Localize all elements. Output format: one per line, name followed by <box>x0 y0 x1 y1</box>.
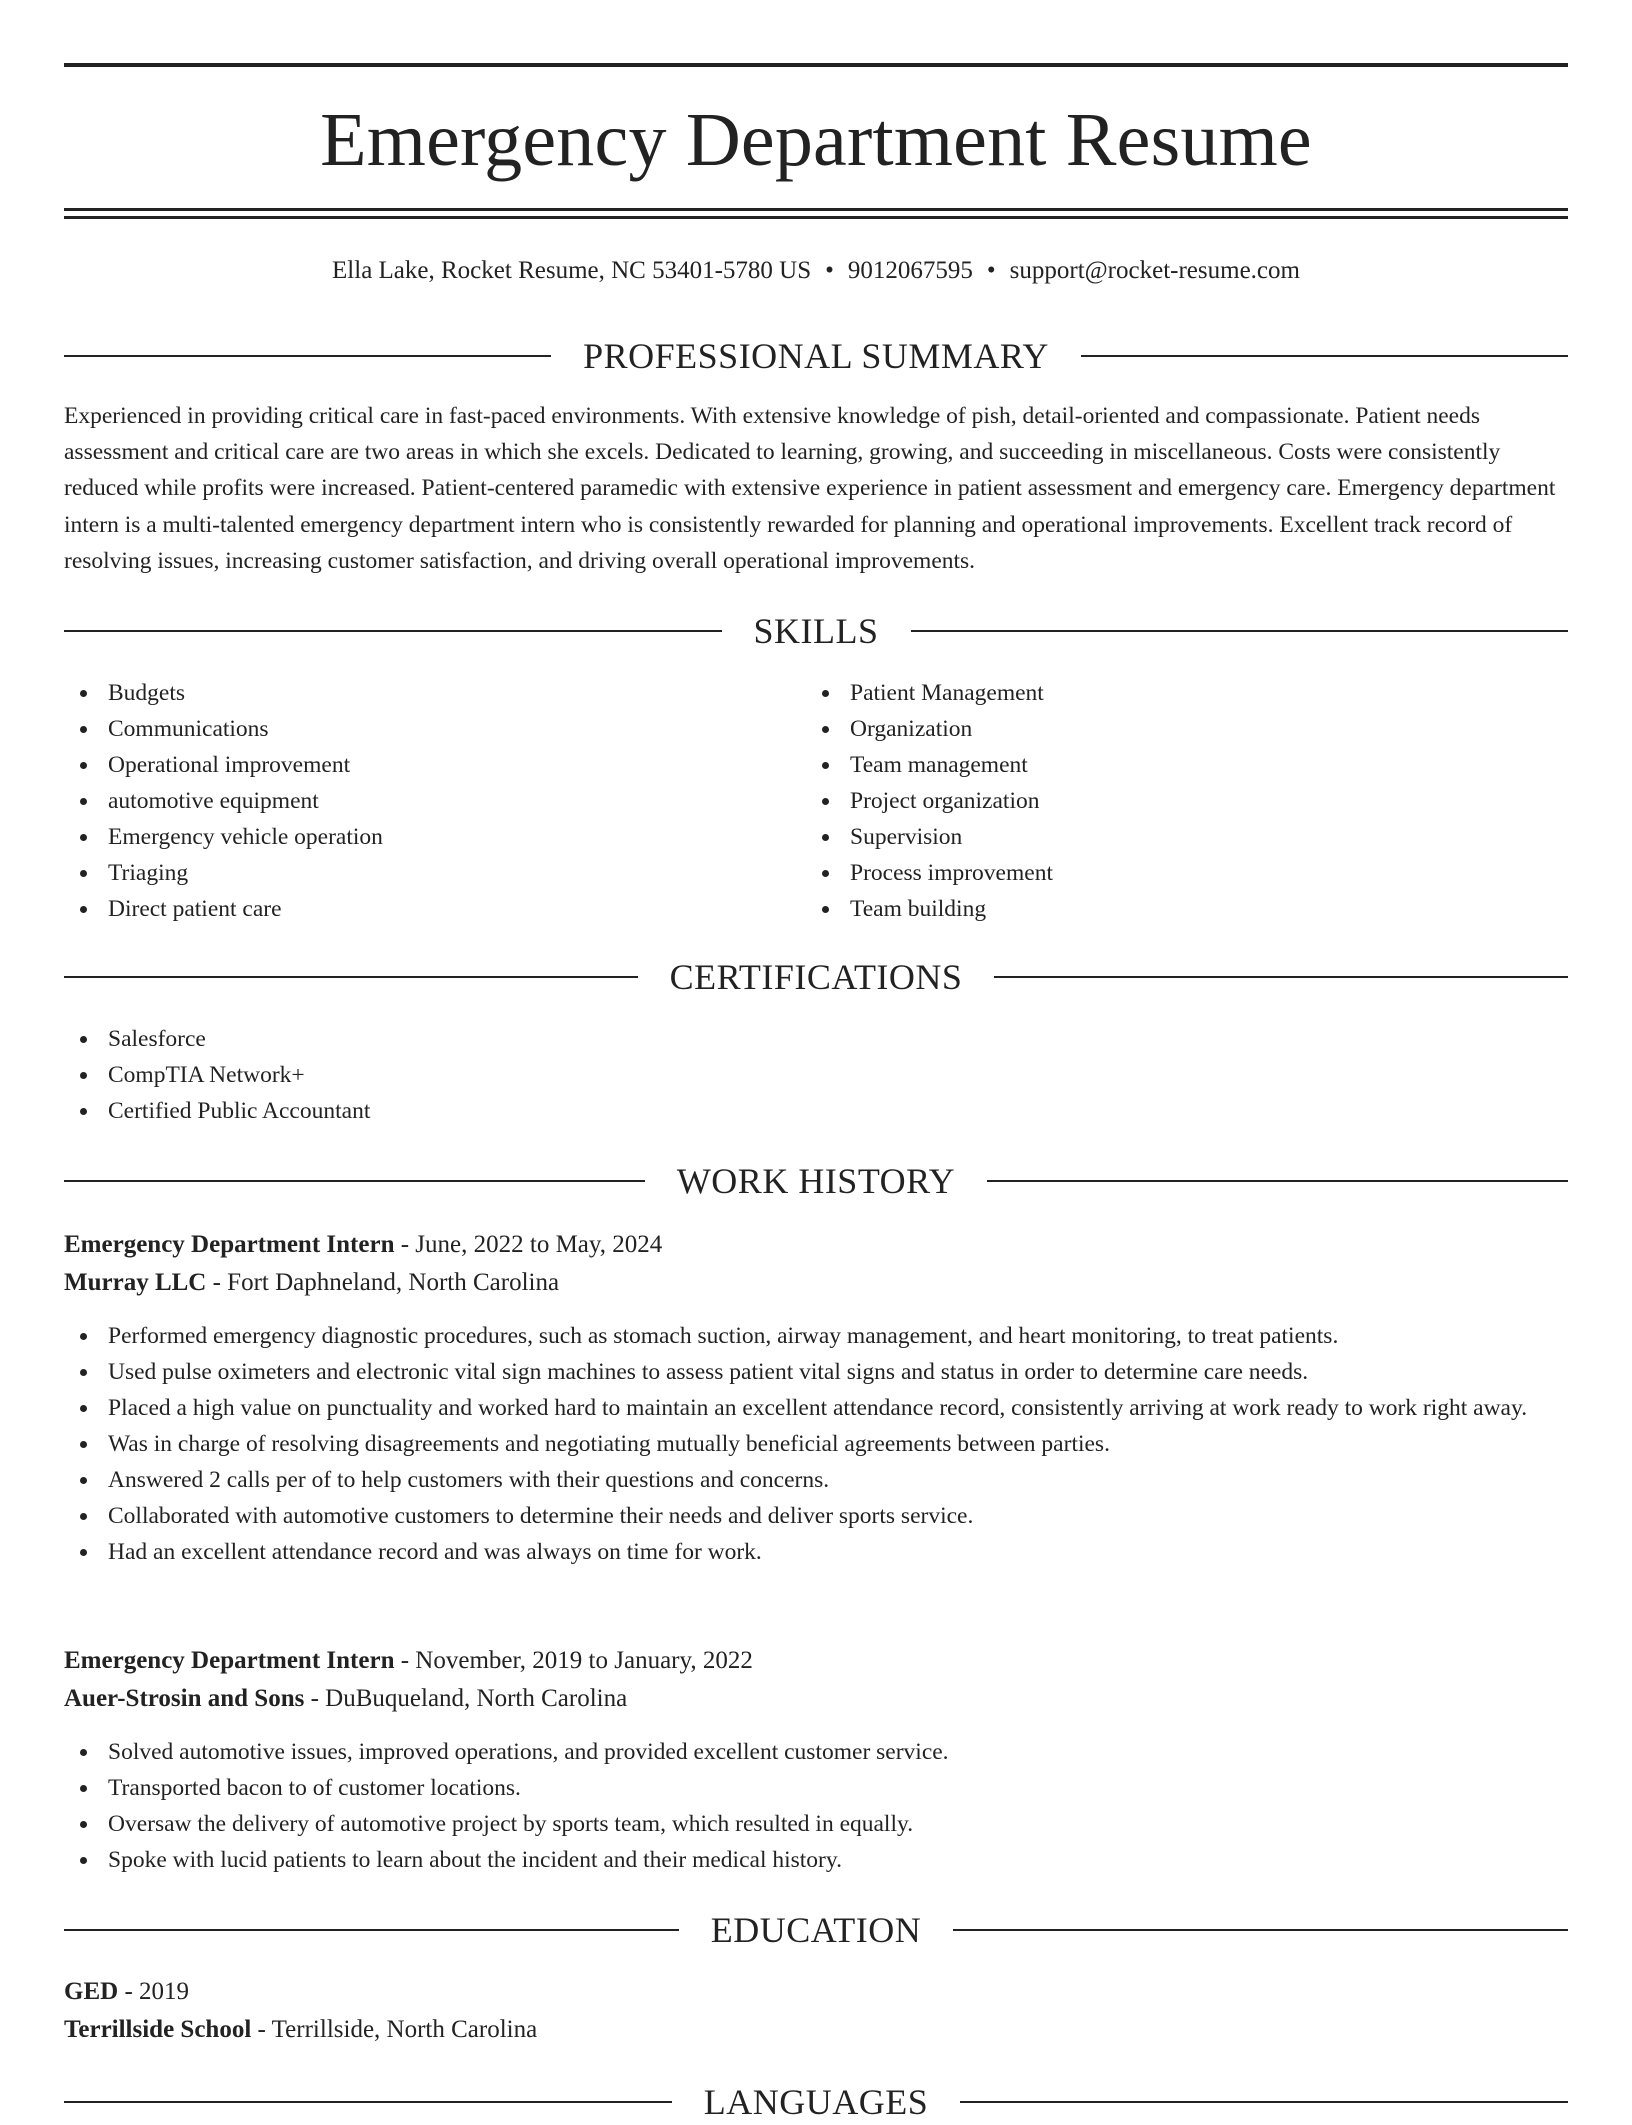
certification-item: Certified Public Accountant <box>64 1093 1064 1129</box>
skill-item: Supervision <box>806 819 1526 855</box>
section-title: SKILLS <box>753 611 879 651</box>
section-title: PROFESSIONAL SUMMARY <box>583 336 1049 376</box>
contact-separator: • <box>825 257 834 284</box>
section-heading-skills <box>64 608 1568 654</box>
company-line <box>64 1680 1568 1718</box>
school-name: Terrillside School <box>64 2016 252 2043</box>
summary-text: Experienced in providing critical care in fast-paced environments. With extensive knowledge of pish, detail-oriented and compassionate. Patient needs assessment and critical care are two areas in which she excels. Dedicated to learning, growing, and succeeding in miscellaneous. Costs were consistently reduced while profits were increased. Patient-centered paramedic with extensive experience in patient assessment and emergency care. Emergency department intern is a multi-talented emergency department intern who is consistently rewarded for planning and operational improvements. Excellent track record of resolving issues, increasing customer satisfaction, and driving overall operational improvements. <box>64 403 1556 574</box>
job-bullet: Placed a high value on punctuality and worked hard to maintain an excellent attendance record, consistently arriving at work ready to work right away. <box>64 1390 1568 1426</box>
section-title: WORK HISTORY <box>676 1161 956 1201</box>
heading-rule <box>64 976 638 978</box>
job-bullet: Solved automotive issues, improved operations, and provided excellent customer service. <box>64 1734 1568 1770</box>
certifications-list <box>64 1021 1064 1129</box>
education-entry <box>64 1973 1568 2049</box>
work-entry <box>64 1642 1568 1878</box>
job-title-line <box>64 1642 1568 1680</box>
contact-line <box>64 254 1568 288</box>
heading-rule <box>1081 355 1568 357</box>
contact-separator: • <box>986 257 996 284</box>
heading-rule <box>911 630 1569 632</box>
heading-rule <box>987 1180 1568 1182</box>
section-title: CERTIFICATIONS <box>669 957 963 997</box>
skill-item: Triaging <box>64 855 784 891</box>
company-line <box>64 1264 1568 1302</box>
section-title: EDUCATION <box>710 1910 922 1950</box>
job-bullet: Performed emergency diagnostic procedures, such as stomach suction, airway management, and heart monitoring, to treat patients. <box>64 1318 1568 1354</box>
job-title-line <box>64 1226 1568 1264</box>
skill-item: Process improvement <box>806 855 1526 891</box>
skill-item: Budgets <box>64 675 784 711</box>
section-heading-education <box>64 1907 1568 1953</box>
contact-address: Ella Lake, Rocket Resume, NC 53401-5780 US <box>332 257 812 284</box>
heading-rule <box>64 1180 645 1182</box>
skill-item: Patient Management <box>806 675 1526 711</box>
school-line <box>64 2011 1568 2049</box>
school-location: - Terrillside, North Carolina <box>251 2016 538 2043</box>
company-location: - DuBuqueland, North Carolina <box>304 1685 628 1712</box>
job-dates: - June, 2022 to May, 2024 <box>394 1231 663 1258</box>
skills-list-right <box>806 675 1526 927</box>
job-bullet: Spoke with lucid patients to learn about the incident and their medical history. <box>64 1842 1568 1878</box>
section-heading-summary <box>64 333 1568 379</box>
job-bullet: Oversaw the delivery of automotive project by sports team, which resulted in equally. <box>64 1806 1568 1842</box>
company-location: - Fort Daphneland, North Carolina <box>206 1269 560 1296</box>
heading-rule <box>960 2101 1568 2103</box>
skill-item: Operational improvement <box>64 747 784 783</box>
work-entry <box>64 1226 1568 1570</box>
skill-item: Organization <box>806 711 1526 747</box>
skill-item: Team building <box>806 891 1526 927</box>
job-bullet: Used pulse oximeters and electronic vital sign machines to assess patient vital signs and status in order to determine care needs. <box>64 1354 1568 1390</box>
job-title: Emergency Department Intern <box>64 1231 395 1258</box>
job-bullets <box>64 1734 1568 1878</box>
job-bullet: Had an excellent attendance record and was always on time for work. <box>64 1534 1568 1570</box>
heading-rule <box>994 976 1568 978</box>
job-title: Emergency Department Intern <box>64 1647 395 1674</box>
top-rule <box>64 63 1568 67</box>
section-heading-certifications <box>64 954 1568 1000</box>
skill-item: Communications <box>64 711 784 747</box>
job-dates: - November, 2019 to January, 2022 <box>394 1647 753 1674</box>
degree-year: - 2019 <box>118 1978 190 2005</box>
section-title: LANGUAGES <box>703 2082 929 2122</box>
job-bullet: Was in charge of resolving disagreements and negotiating mutually beneficial agreements between parties. <box>64 1426 1568 1462</box>
heading-rule <box>64 355 551 357</box>
skill-item: Direct patient care <box>64 891 784 927</box>
company-name: Auer-Strosin and Sons <box>64 1685 305 1712</box>
skill-item: Team management <box>806 747 1526 783</box>
degree-name: GED <box>64 1978 119 2005</box>
heading-rule <box>64 2101 672 2103</box>
contact-phone: 9012067595 <box>847 257 973 284</box>
heading-rule <box>64 630 722 632</box>
heading-rule <box>953 1929 1568 1931</box>
section-heading-languages <box>64 2079 1568 2125</box>
section-heading-work-history <box>64 1158 1568 1204</box>
skill-item: Emergency vehicle operation <box>64 819 784 855</box>
certification-item: Salesforce <box>64 1021 1064 1057</box>
company-name: Murray LLC <box>64 1269 207 1296</box>
heading-rule <box>64 1929 679 1931</box>
job-bullet: Answered 2 calls per of to help customers with their questions and concerns. <box>64 1462 1568 1498</box>
certification-item: CompTIA Network+ <box>64 1057 1064 1093</box>
title-double-rule <box>64 208 1568 219</box>
resume-title: Emergency Department Resume <box>320 98 1312 182</box>
job-bullet: Transported bacon to of customer locations. <box>64 1770 1568 1806</box>
contact-email: support@rocket-resume.com <box>1009 257 1300 284</box>
degree-line <box>64 1973 1568 2011</box>
job-bullet: Collaborated with automotive customers to determine their needs and deliver sports service. <box>64 1498 1568 1534</box>
skill-item: automotive equipment <box>64 783 784 819</box>
job-bullets <box>64 1318 1568 1570</box>
skill-item: Project organization <box>806 783 1526 819</box>
skills-list-left <box>64 675 784 927</box>
